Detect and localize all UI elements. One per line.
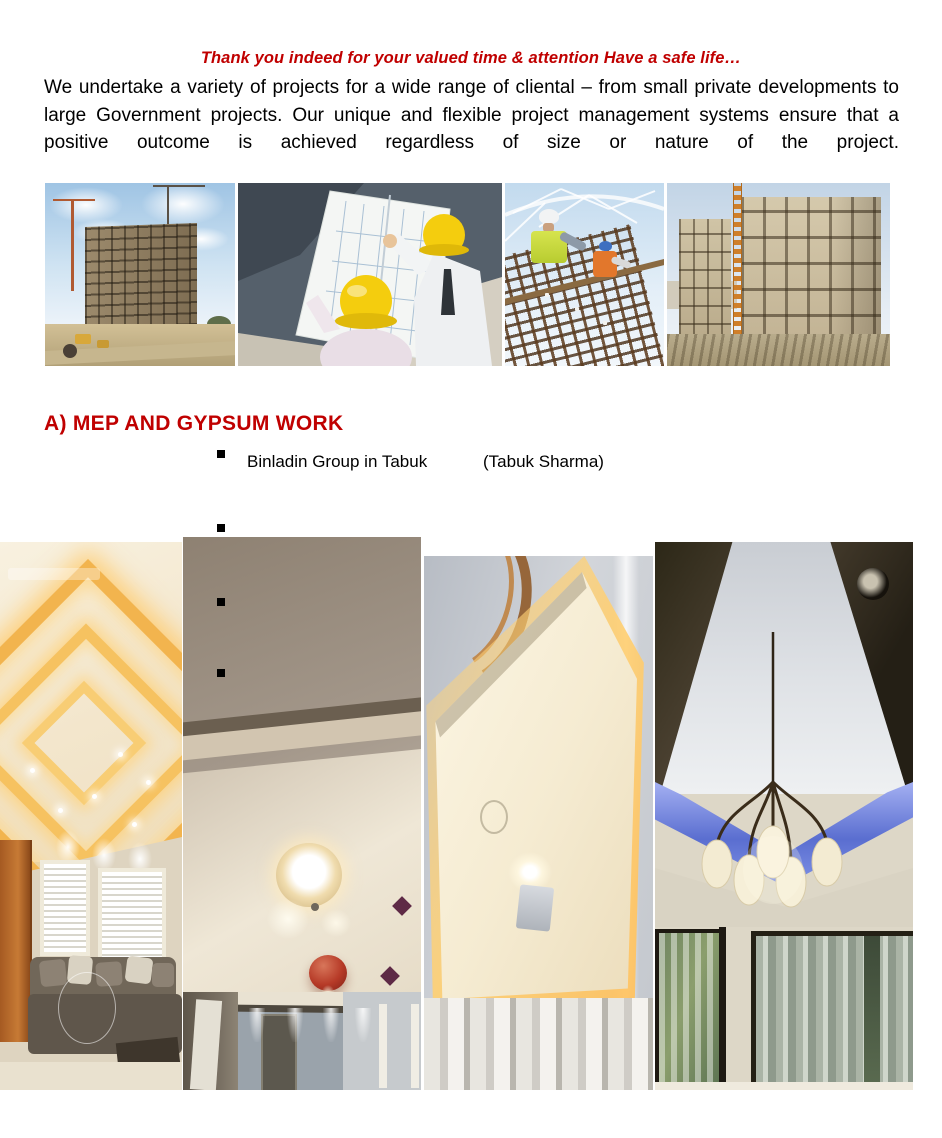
hallway	[183, 992, 421, 1090]
recessed-spotlight	[857, 568, 889, 600]
downlight-glow	[355, 1008, 371, 1042]
cushion	[125, 956, 154, 985]
cloud-shape	[49, 187, 123, 223]
closing-note-text: Thank you indeed for your valued time & attention Have a safe life…	[200, 49, 742, 67]
bullet-square-icon	[217, 450, 225, 458]
downlight	[132, 822, 137, 827]
white-helmet	[539, 209, 559, 224]
building-frame	[85, 223, 197, 329]
downlight-glow	[249, 1008, 265, 1042]
downlight	[58, 808, 63, 813]
gallery-photo-blue-led-ceiling	[655, 542, 913, 1090]
floor	[0, 1062, 182, 1090]
light-fixture	[311, 903, 319, 911]
bullet-item-text: Binladin Group in Tabuk	[247, 452, 428, 471]
crane-mast	[71, 199, 74, 291]
intro-paragraph: We undertake a variety of projects for a wide range of cliental – from small private developments to large Government projects. Our unique and flexible project management systems ensure that a positive outcome is achieved regardless of size or nature of the project.	[44, 77, 899, 153]
photo-construction-site	[45, 183, 235, 366]
photo-concrete-frame	[667, 183, 890, 366]
crane-jib	[53, 199, 95, 201]
rebar-clip	[603, 321, 607, 325]
ceiling-light-glow	[267, 899, 309, 939]
downlight	[30, 768, 35, 773]
downlight-glow	[287, 1008, 303, 1042]
gallery-photo-living-room-ceiling	[0, 542, 182, 1090]
bullet-square-icon	[217, 524, 225, 532]
gallery-photo-cove-lit-ceiling	[424, 556, 653, 1090]
wall-washer-light	[92, 838, 116, 872]
concrete-frame	[741, 197, 881, 343]
window-blinds	[40, 860, 90, 956]
downlight	[118, 752, 123, 757]
rebar-clip	[545, 293, 549, 297]
watermark	[8, 568, 100, 580]
concrete-tower	[679, 219, 731, 343]
pipe-stack	[63, 344, 77, 358]
blueprint-scene-drawing	[238, 183, 502, 366]
gallery-photo-recessed-panel-ceiling	[183, 537, 421, 1090]
chandelier-icon	[685, 632, 875, 962]
equipment	[75, 334, 91, 344]
watermark-stamp	[58, 972, 116, 1044]
gypsum-ceiling	[0, 542, 182, 862]
crane-jib	[153, 185, 205, 187]
dome-light	[276, 843, 342, 907]
cloud-shape	[141, 183, 225, 225]
cushion	[39, 959, 68, 988]
ceiling-light-glow	[321, 909, 351, 937]
door-frame	[411, 1004, 419, 1088]
blue-helmet	[599, 241, 612, 251]
wall-washer-light	[56, 830, 80, 864]
section-heading: A) MEP AND GYPSUM WORK	[44, 412, 344, 435]
corridor-doors	[424, 998, 653, 1090]
cushion	[152, 963, 174, 987]
photo-blueprint-review	[238, 183, 502, 366]
ceiling-ring-detail	[480, 800, 508, 834]
floor-line	[655, 1082, 913, 1090]
construction-debris	[667, 334, 890, 366]
downlight-glow	[323, 1008, 339, 1042]
wall-box-fixture	[516, 884, 554, 931]
orange-crane-mast	[733, 183, 742, 335]
photo-rebar-workers	[505, 183, 664, 366]
downlight	[92, 794, 97, 799]
rebar-clip	[575, 307, 579, 311]
door-frame	[379, 1004, 387, 1088]
bullet-square-icon	[217, 669, 225, 677]
bullet-square-icon	[217, 598, 225, 606]
bullet-item-note: (Tabuk Sharma)	[483, 452, 604, 471]
equipment	[97, 340, 109, 348]
downlight	[146, 780, 151, 785]
orange-vest	[593, 251, 617, 277]
construction-photo-strip	[45, 183, 890, 366]
